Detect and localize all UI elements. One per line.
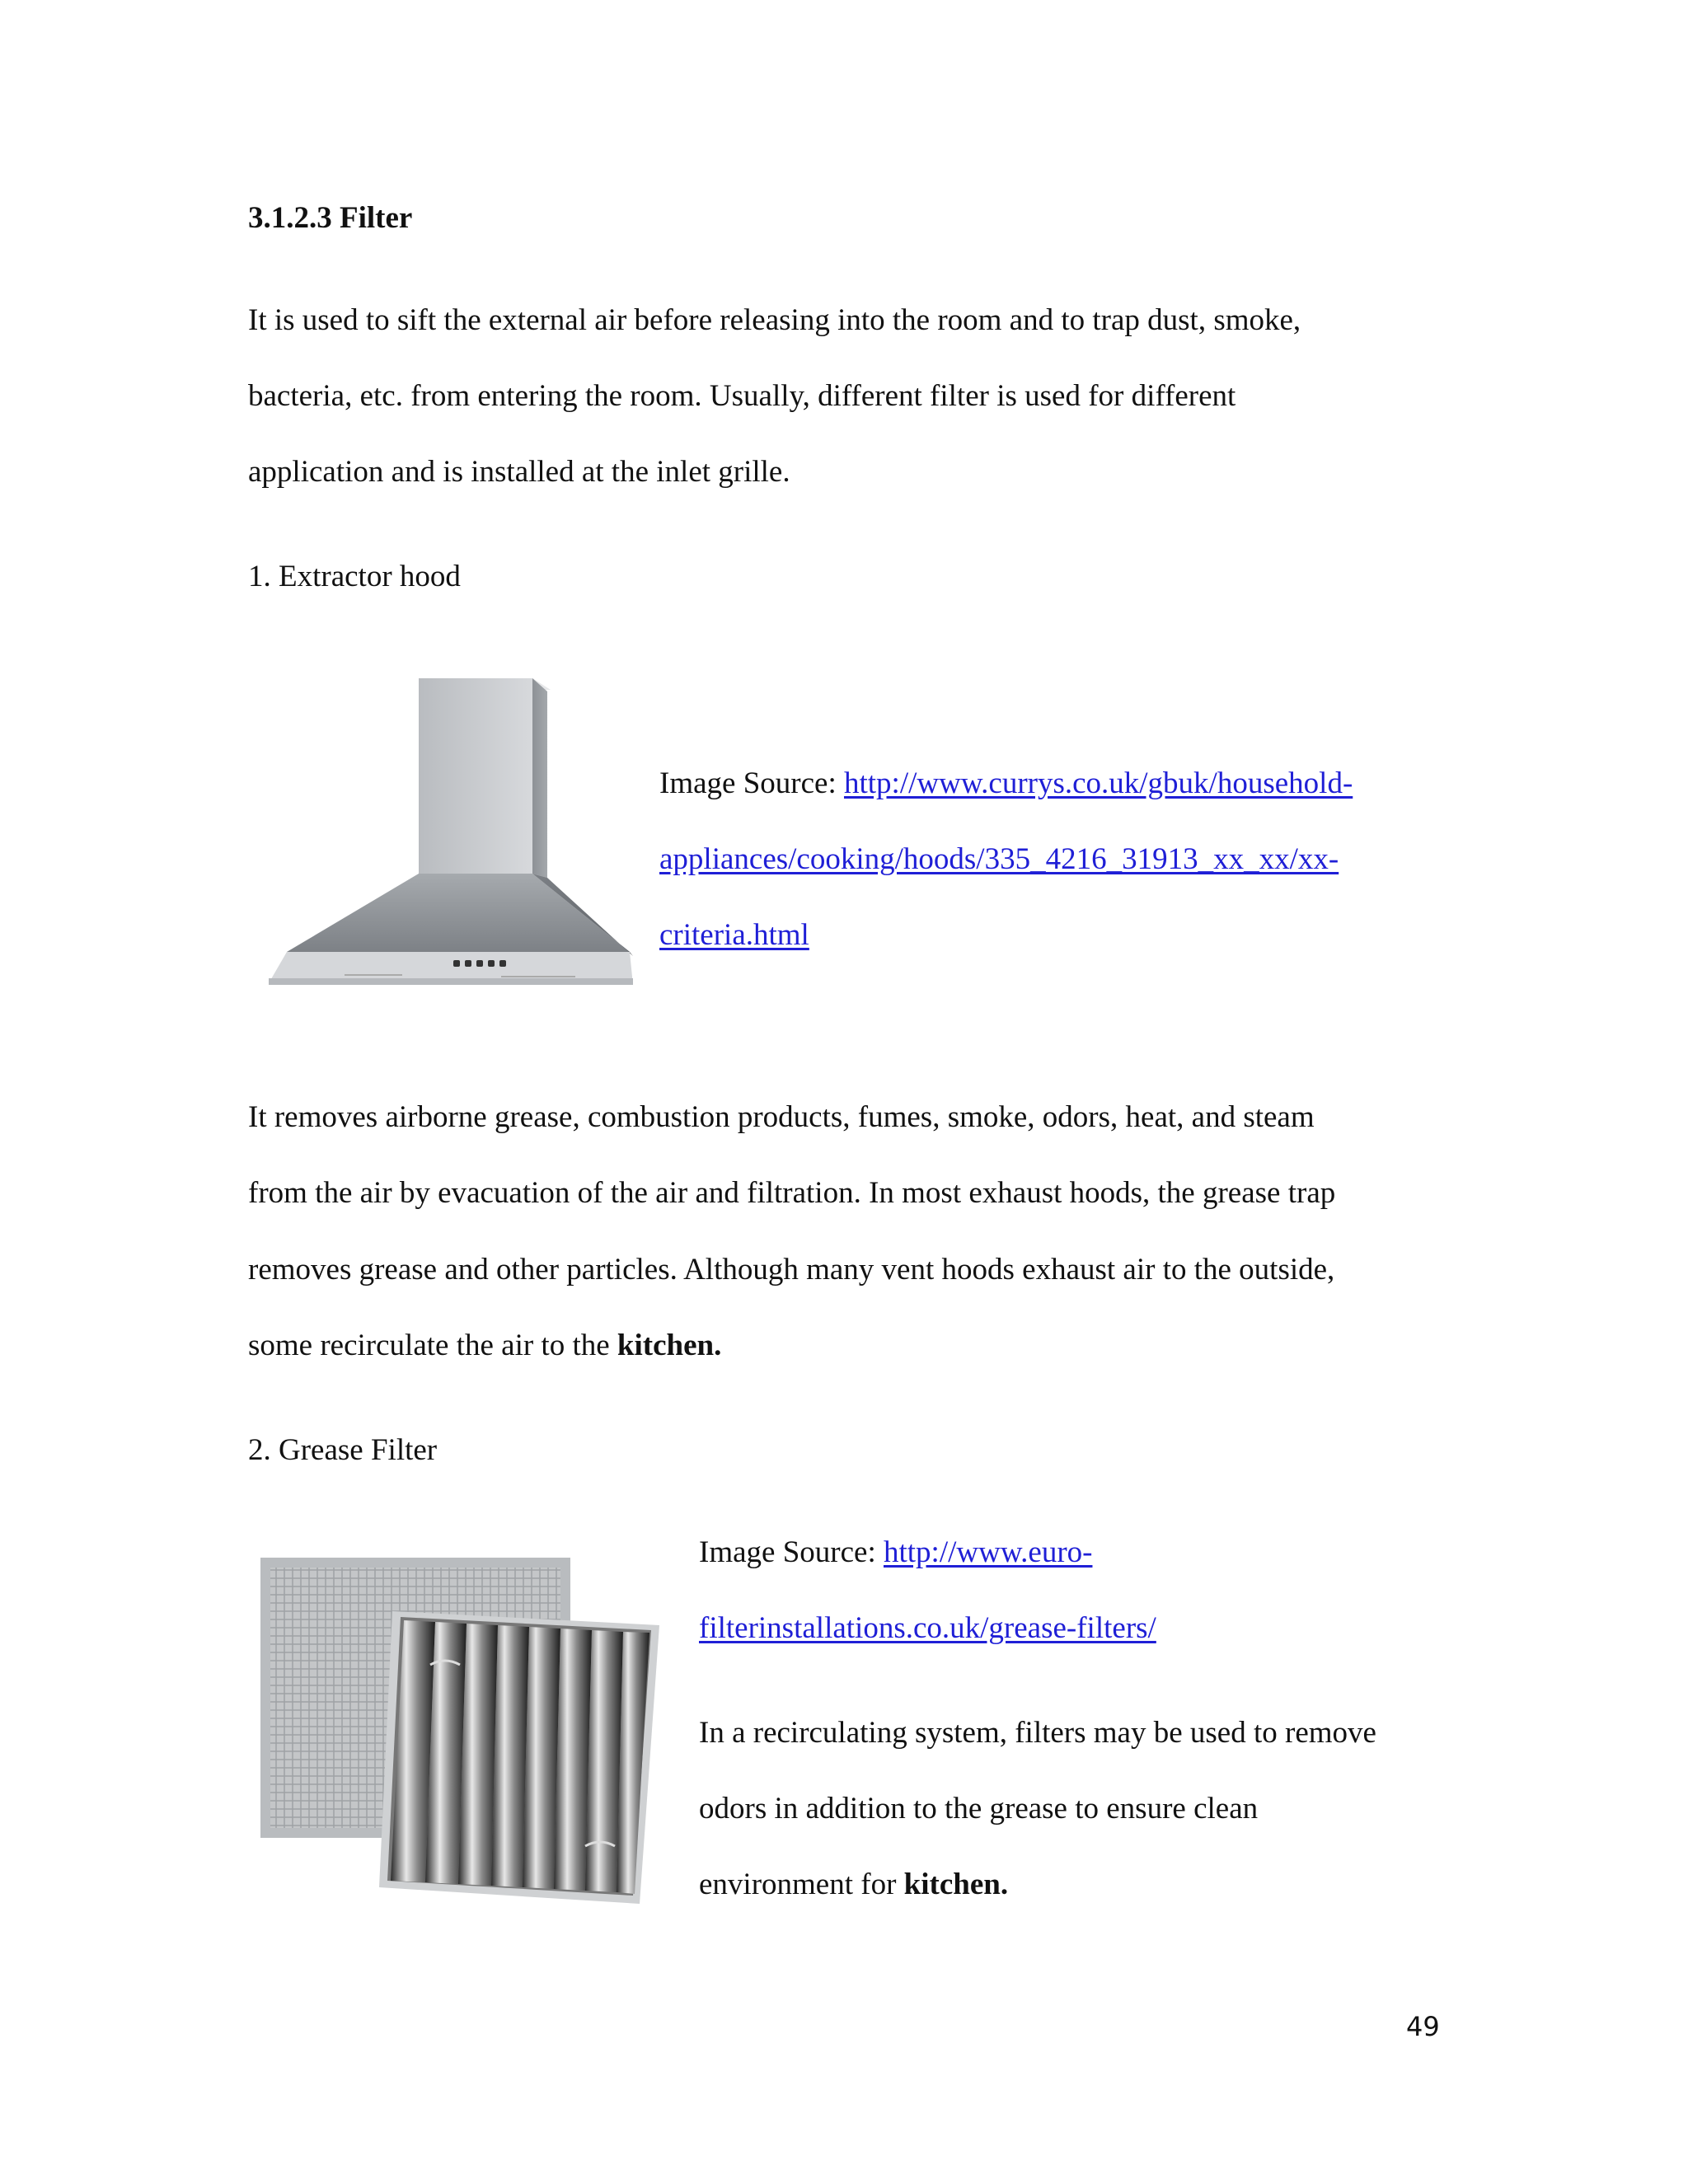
item2-source-link-part-1[interactable]: http://www.euro- [883,1535,1093,1569]
section-heading: 3.1.2.3 Filter [248,201,413,235]
item1-source-label: Image Source: [659,766,844,800]
intro-line-3: application and is installed at the inlet grille. [248,455,790,489]
item1-body-line-1: It removes airborne grease, combustion products, fumes, smoke, odors, heat, and steam [248,1100,1315,1134]
grease-filter-image [256,1549,668,1912]
item1-body-last-text: some recirculate the air to the [248,1329,617,1362]
intro-line-2: bacteria, etc. from entering the room. Usually, different filter is used for different [248,379,1236,413]
item2-body-line-3 [699,1866,1008,1904]
item1-body-line-3: removes grease and other particles. Although many vent hoods exhaust air to the outside, [248,1253,1335,1286]
item2-source-label: Image Source: [699,1535,884,1569]
item2-title: 2. Grease Filter [248,1433,438,1467]
item1-source-line-1 [659,765,1353,803]
item1-source-link-part-1[interactable]: http://www.currys.co.uk/gbuk/household- [843,766,1353,800]
item2-source-line-1 [699,1534,1092,1572]
page-number: 49 [1406,2011,1440,2042]
item2-body-last-bold: kitchen. [903,1868,1009,1901]
item2-source-link-part-2[interactable]: filterinstallations.co.uk/grease-filters/ [699,1611,1156,1645]
item2-body-last-text: environment for [699,1868,904,1901]
item1-source-link-part-3[interactable]: criteria.html [659,918,809,952]
item2-body-line-1: In a recirculating system, filters may be used to remove [699,1716,1376,1750]
item1-source-line-3 [659,916,809,954]
item1-title: 1. Extractor hood [248,560,461,593]
item1-body-last-bold: kitchen. [617,1329,722,1362]
item1-source-line-2 [659,841,1339,879]
intro-line-1: It is used to sift the external air before releasing into the room and to trap dust, smoke, [248,303,1301,337]
item1-body-line-2: from the air by evacuation of the air and filtration. In most exhaust hoods, the grease trap [248,1176,1336,1210]
item1-source-link-part-2[interactable]: appliances/cooking/hoods/335_4216_31913_xx_xx/xx- [659,842,1339,876]
extractor-hood-image [262,672,633,1001]
item2-source-line-2 [699,1610,1156,1647]
item1-body-line-4 [248,1327,721,1365]
item2-body-line-2: odors in addition to the grease to ensure clean [699,1792,1259,1825]
